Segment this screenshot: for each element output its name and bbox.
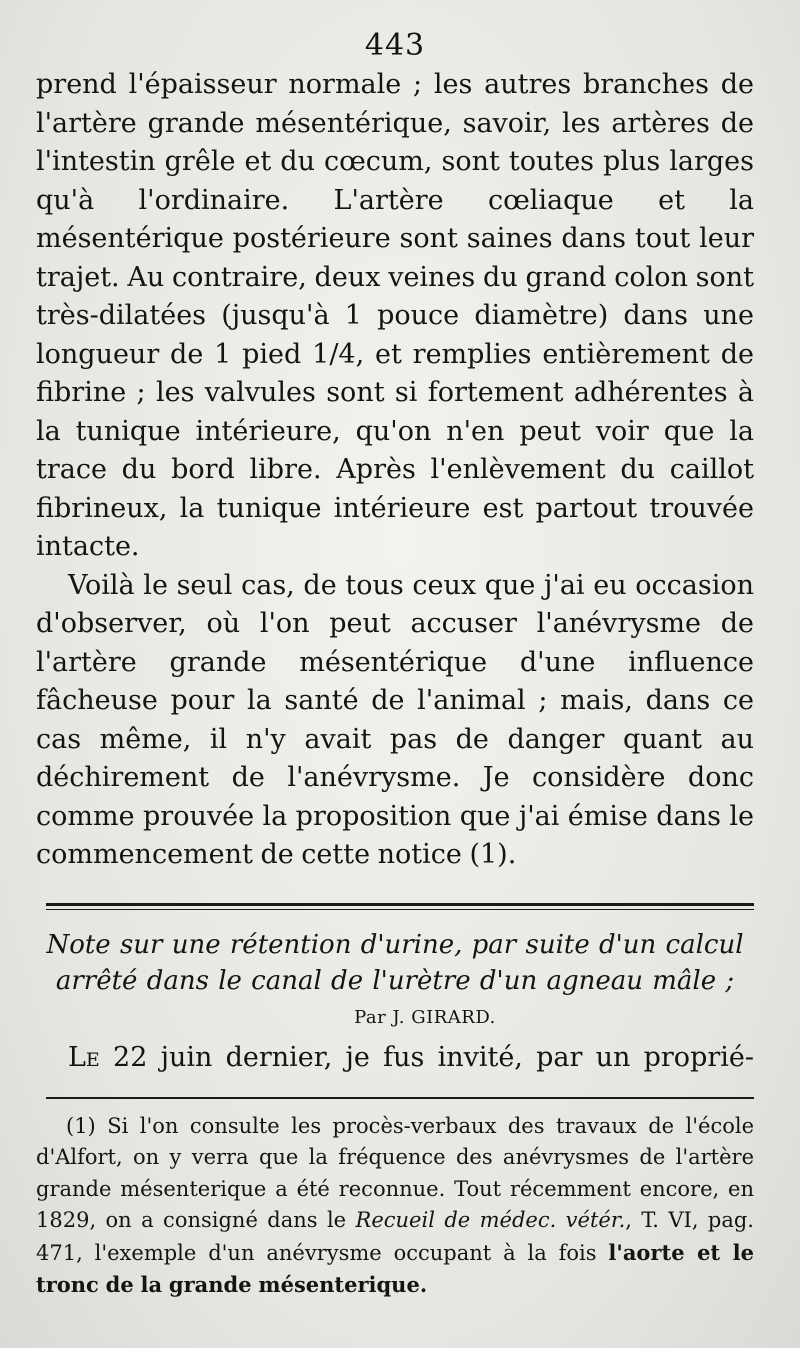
opening-initial: Le xyxy=(68,1041,100,1073)
note-byline: Par J. GIRARD. xyxy=(354,1006,496,1028)
footnote xyxy=(36,1111,754,1302)
footnote-journal: Recueil de médec. vétér. xyxy=(355,1208,626,1232)
section-divider xyxy=(46,903,754,909)
main-text xyxy=(36,66,754,875)
footnote-part-1: (1) Si l'on consulte les procès-verbaux des travaux de l'école d'Alfort, on y verra que la fréquence des anévrysmes de l'artère grande mésenterique a été reconnue. Tout récemment encore, en 1829, on a consigné dans le xyxy=(36,1113,754,1232)
note-title: Note sur une rétention d'urine, par suite d'un calcul arrêté dans le canal de l'urètre d'un agneau mâle ; xyxy=(46,929,744,996)
paragraph-1: prend l'épaisseur normale ; les autres branches de l'artère grande mésentérique, savoir, les artères de l'intestin grêle et du cœcum, sont toutes plus larges qu'à l'ordinaire. L'artère cœliaque et la mésentérique postérieure sont saines dans tout leur trajet. Au contraire, deux veines du grand colon sont très-dilatées (jusqu'à 1 pouce diamètre) dans une longueur de 1 pied 1/4, et remplies entièrement de fibrine ; les valvules sont si fortement adhérentes à la tunique intérieure, qu'on n'en peut voir que la trace du bord libre. Après l'enlèvement du caillot fibrineux, la tunique intérieure est partout trouvée intacte. xyxy=(36,69,754,562)
footnote-part-2: , T. VI, pag. 471, l'exemple d'un anévrysme occupant à la fois xyxy=(36,1208,754,1265)
note-opening xyxy=(36,1039,754,1077)
page-number: 443 xyxy=(364,28,426,63)
opening-rest: 22 juin dernier, je fus invité, par un proprié- xyxy=(99,1041,754,1073)
footnote-rule xyxy=(46,1097,754,1099)
footnote-part-3: l'aorte et le tronc de la grande mésenterique. xyxy=(36,1239,754,1297)
paragraph-2: Voilà le seul cas, de tous ceux que j'ai eu occasion d'observer, où l'on peut accuser l'anévrysme de l'artère grande mésentérique d'une influence fâcheuse pour la santé de l'animal ; mais, dans ce cas même, il n'y avait pas de danger quant au déchirement de l'anévrysme. Je considère donc comme prouvée la proposition que j'ai émise dans le commencement de cette notice (1). xyxy=(36,569,754,870)
